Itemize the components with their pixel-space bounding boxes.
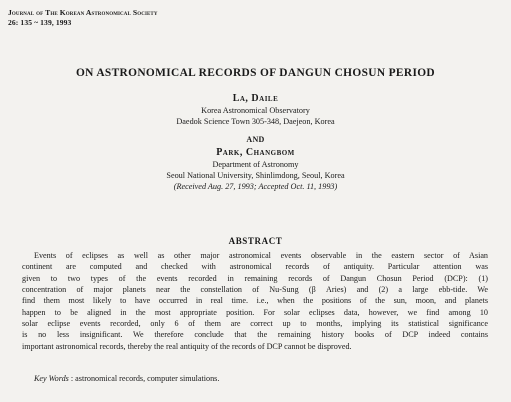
author-affiliation-line: Department of Astronomy <box>212 160 299 169</box>
abstract-line: continent are computed and checked with astronomical records of antiquity. Particular attention was <box>22 262 488 272</box>
author-block-2 <box>0 147 511 192</box>
keywords-text: astronomical records, computer simulations. <box>75 374 220 383</box>
author-name: La, Daile <box>232 93 279 104</box>
author-name: Park, Changbom <box>216 147 295 158</box>
abstract-line: happen to be aligned in the most appropriate position. For solar eclipses data, however, we find among 10 <box>22 307 488 317</box>
journal-issue: 26: 135 ~ 139, 1993 <box>8 17 72 27</box>
keywords <box>34 374 219 383</box>
author-affiliation-line: Korea Astronomical Observatory <box>201 106 310 115</box>
abstract-line: important astronomical records, thereby the real antiquity of the records of DCP cannot be disproved. <box>22 341 352 351</box>
journal-name: Journal of The Korean Astronomical Society <box>8 8 158 17</box>
abstract-line: is no less insignificant. We therefore conclude that the remaining history books of DCP indeed contains <box>22 330 488 340</box>
abstract-line: solar eclipse events recorded, only 6 of them are correct up to months, implying its statistical significance <box>22 319 488 329</box>
received-dates: (Received Aug. 27, 1993; Accepted Oct. 11, 1993) <box>173 182 338 191</box>
abstract-heading: ABSTRACT <box>228 236 283 246</box>
keywords-label: Key Words <box>34 374 69 383</box>
abstract-body <box>22 250 488 352</box>
author-affiliation-line: Seoul National University, Shinlimdong, Seoul, Korea <box>166 171 345 180</box>
paper-title: ON ASTRONOMICAL RECORDS OF DANGUN CHOSUN PERIOD <box>75 67 436 79</box>
abstract-line: concentration of major planets near the constellation of Nu-Sung (β Aries) and (2) a large ebb-tide. We <box>22 285 488 295</box>
abstract-line: find them most likely to have occurred in real time. i.e., when the positions of the sun, moon, and planets <box>22 296 488 306</box>
abstract-line: given to two types of the events recorded in remaining records of Dangun Chosun Period (DCP): (1) <box>22 273 488 283</box>
author-affiliation-line: Daedok Science Town 305-348, Daejeon, Korea <box>176 117 335 126</box>
keywords-separator: : <box>68 374 76 383</box>
journal-header <box>8 8 158 27</box>
author-block-1 <box>0 93 511 127</box>
abstract-line: Events of eclipses as well as other major astronomical events observable in the eastern sector of Asian <box>34 251 488 260</box>
author-conjunction: AND <box>246 135 265 144</box>
